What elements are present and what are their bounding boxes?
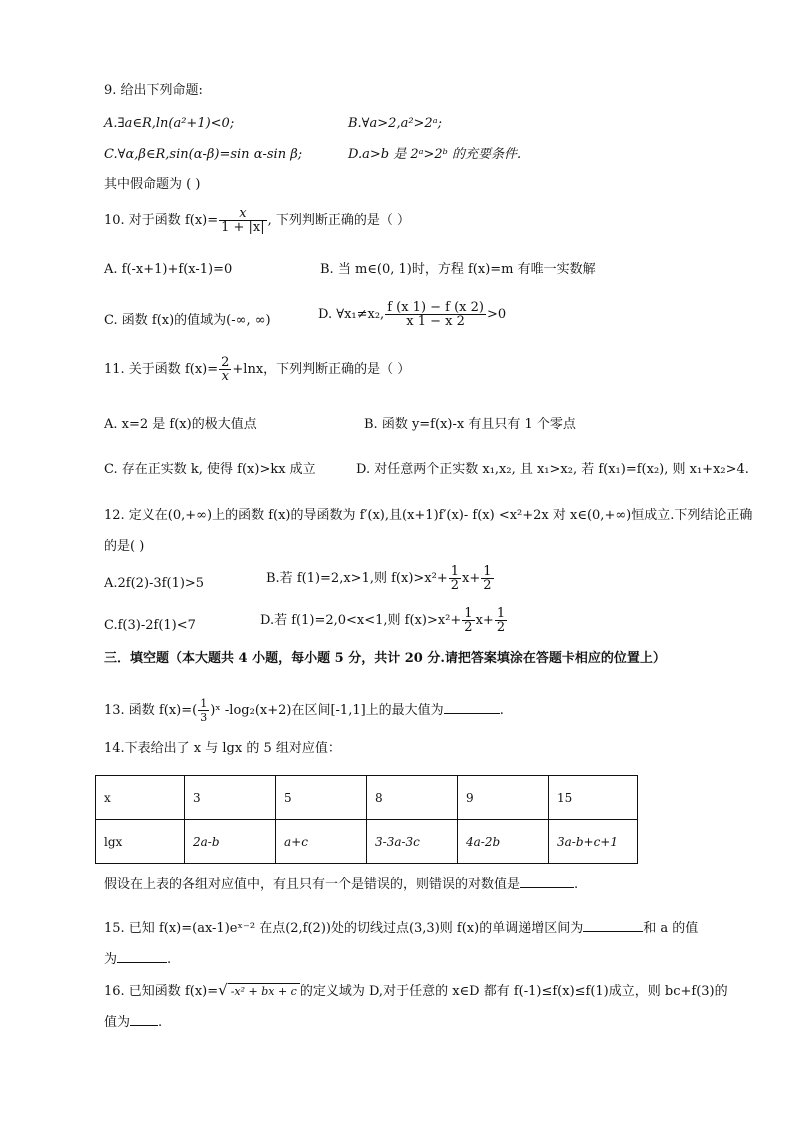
q14-heading: 14.下表给出了 x 与 lgx 的 5 组对应值： — [104, 741, 341, 756]
q11-frac-num: 2 — [221, 355, 230, 370]
q10-option-d — [318, 300, 506, 330]
table-cell: 9 — [458, 776, 549, 820]
q15-answer-blank-1[interactable] — [583, 919, 643, 932]
q16-line2 — [104, 1013, 162, 1031]
q12-b-frac2 — [481, 565, 493, 592]
q10-frac-den: 1 + |x| — [221, 220, 265, 235]
q13-lead: 13. 函数 f(x)=( — [104, 703, 198, 718]
table-cell: 3 — [185, 776, 276, 820]
q16-line2-text: 值为 — [104, 1015, 131, 1030]
table-cell: 5 — [276, 776, 367, 820]
q11-stem — [104, 355, 410, 385]
table-cell: 8 — [367, 776, 458, 820]
q11-lead: 11. 关于函数 f(x)= — [104, 362, 219, 377]
q11-option-d: D. 对任意两个正实数 x₁,x₂, 且 x₁>x₂, 若 f(x₁)=f(x₂), 则 x₁+x₂>4. — [356, 462, 749, 477]
q15-line1 — [104, 919, 698, 937]
q9-option-b: B.∀a>2,a²>2ᵃ; — [348, 116, 442, 131]
q10-tail: , 下列判断正确的是（ ） — [267, 213, 411, 228]
q12-b-frac2-num: 1 — [483, 564, 492, 579]
section-3-title: 三．填空题（本大题共 4 小题，每小题 5 分，共计 20 分.请把答案填涂在答题卡相应的位置上） — [104, 651, 666, 666]
q15-line2 — [104, 950, 171, 968]
q16-tail: 的定义域为 D,对于任意的 x∈D 都有 f(-1)≤f(x)≤f(1)成立，则 bc+f(3)的 — [299, 984, 728, 999]
q12-line2: 的是( ) — [104, 539, 145, 554]
q14-end: . — [574, 877, 579, 892]
q14-after — [104, 875, 578, 893]
q10-d-tail: >0 — [487, 307, 507, 322]
q10-option-a: A. f(-x+1)+f(x-1)=0 — [104, 262, 233, 277]
q10-stem — [104, 206, 410, 236]
table-cell: lgx — [96, 820, 185, 864]
q10-frac-num: x — [239, 206, 247, 221]
table-row — [96, 776, 638, 820]
table-cell: 4a-2b — [458, 820, 549, 864]
table-cell: x — [96, 776, 185, 820]
q14-after-text: 假设在上表的各组对应值中，有且只有一个是错误的，则错误的对数值是 — [104, 877, 521, 892]
q12-option-d — [260, 606, 508, 636]
q14-table — [95, 775, 638, 864]
q13-tail: )ˣ -log₂(x+2)在区间[-1,1]上的最大值为 — [210, 703, 444, 718]
table-cell: 3a-b+c+1 — [549, 820, 638, 864]
q9-option-a: A.∃a∈R,ln(a²+1)<0; — [104, 116, 235, 131]
q10-d-fraction — [385, 301, 486, 328]
q12-d-frac1-den: 2 — [464, 620, 473, 635]
q10-d-lead: D. ∀x₁≠x₂, — [318, 307, 385, 322]
q13-end: . — [499, 703, 504, 718]
q9-option-c: C.∀α,β∈R,sin(α-β)=sin α-sin β; — [104, 147, 303, 162]
q10-d-den: x 1 − x 2 — [385, 314, 486, 328]
q12-d-xplus: x+ — [475, 613, 494, 628]
q12-b-lead: B.若 f(1)=2,x>1,则 f(x)>x²+ — [266, 571, 448, 586]
q12-b-frac1-num: 1 — [450, 564, 459, 579]
q15-answer-blank-2[interactable] — [117, 950, 167, 963]
q12-d-frac1-num: 1 — [464, 606, 473, 621]
q10-d-num: f (x 1) − f (x 2) — [387, 300, 484, 315]
q10-fraction — [219, 207, 267, 234]
q11-fraction — [219, 356, 231, 383]
q9-prompt: 其中假命题为 ( ) — [104, 177, 201, 192]
q13-stem — [104, 696, 504, 726]
q12-d-lead: D.若 f(1)=2,0<x<1,则 f(x)>x²+ — [260, 613, 462, 628]
q13-fraction — [198, 697, 209, 724]
q12-b-frac1-den: 2 — [450, 578, 459, 593]
q15-end: . — [167, 952, 172, 967]
table-cell: 15 — [549, 776, 638, 820]
q10-lead: 10. 对于函数 f(x)= — [104, 213, 219, 228]
q15-line1-text: 15. 已知 f(x)=(ax-1)eˣ⁻² 在点(2,f(2))处的切线过点(3,3)则 f(x)的单调递增区间为 — [104, 921, 584, 936]
q11-option-c: C. 存在正实数 k, 使得 f(x)>kx 成立 — [104, 462, 316, 477]
q12-d-frac2-num: 1 — [496, 606, 506, 621]
q14-answer-blank[interactable] — [520, 875, 574, 888]
q16-line1 — [104, 982, 728, 1000]
q9-option-d: D.a>b 是 2ᵃ>2ᵇ 的充要条件. — [348, 147, 522, 162]
q13-frac-den: 3 — [200, 711, 208, 724]
table-cell: 3-3a-3c — [367, 820, 458, 864]
q12-option-c: C.f(3)-2f(1)<7 — [104, 618, 196, 633]
q10-option-b: B. 当 m∈(0, 1)时，方程 f(x)=m 有唯一实数解 — [320, 262, 596, 277]
q12-d-frac1 — [462, 607, 474, 634]
q16-lead: 16. 已知函数 f(x)= — [104, 984, 219, 999]
sqrt-icon: √ — [218, 981, 228, 999]
q12-b-xplus: x+ — [462, 571, 481, 586]
q12-line1: 12. 定义在(0,+∞)上的函数 f(x)的导函数为 f′(x),且(x+1)f′(x)- f(x) <x²+2x 对 x∈(0,+∞)恒成立.下列结论正确 — [104, 508, 753, 523]
q16-answer-blank[interactable] — [130, 1013, 158, 1026]
q11-frac-den: x — [219, 369, 231, 383]
q9-heading: 9. 给出下列命题: — [104, 83, 203, 98]
q10-option-c: C. 函数 f(x)的值域为(-∞, ∞) — [104, 313, 271, 328]
q12-option-a: A.2f(2)-3f(1)>5 — [104, 576, 205, 591]
q11-tail: +lnx，下列判断正确的是（ ） — [232, 362, 411, 377]
table-cell: 2a-b — [185, 820, 276, 864]
q12-option-b — [266, 564, 495, 594]
q11-option-a: A. x=2 是 f(x)的极大值点 — [104, 417, 257, 432]
q15-line2-text: 为 — [104, 952, 118, 967]
q12-b-frac2-den: 2 — [483, 578, 492, 593]
table-row — [96, 820, 638, 864]
q16-end: . — [158, 1015, 163, 1030]
q13-frac-num: 1 — [200, 697, 208, 710]
q16-sqrt-body: -x² + bx + c — [228, 983, 300, 1000]
q12-b-frac1 — [449, 565, 461, 592]
q11-option-b: B. 函数 y=f(x)-x 有且只有 1 个零点 — [364, 417, 576, 432]
q15-line1-mid: 和 a 的值 — [643, 921, 699, 936]
q12-d-frac2 — [495, 607, 507, 634]
q12-d-frac2-den: 2 — [496, 620, 506, 635]
q13-answer-blank[interactable] — [444, 701, 500, 714]
table-cell: a+c — [276, 820, 367, 864]
